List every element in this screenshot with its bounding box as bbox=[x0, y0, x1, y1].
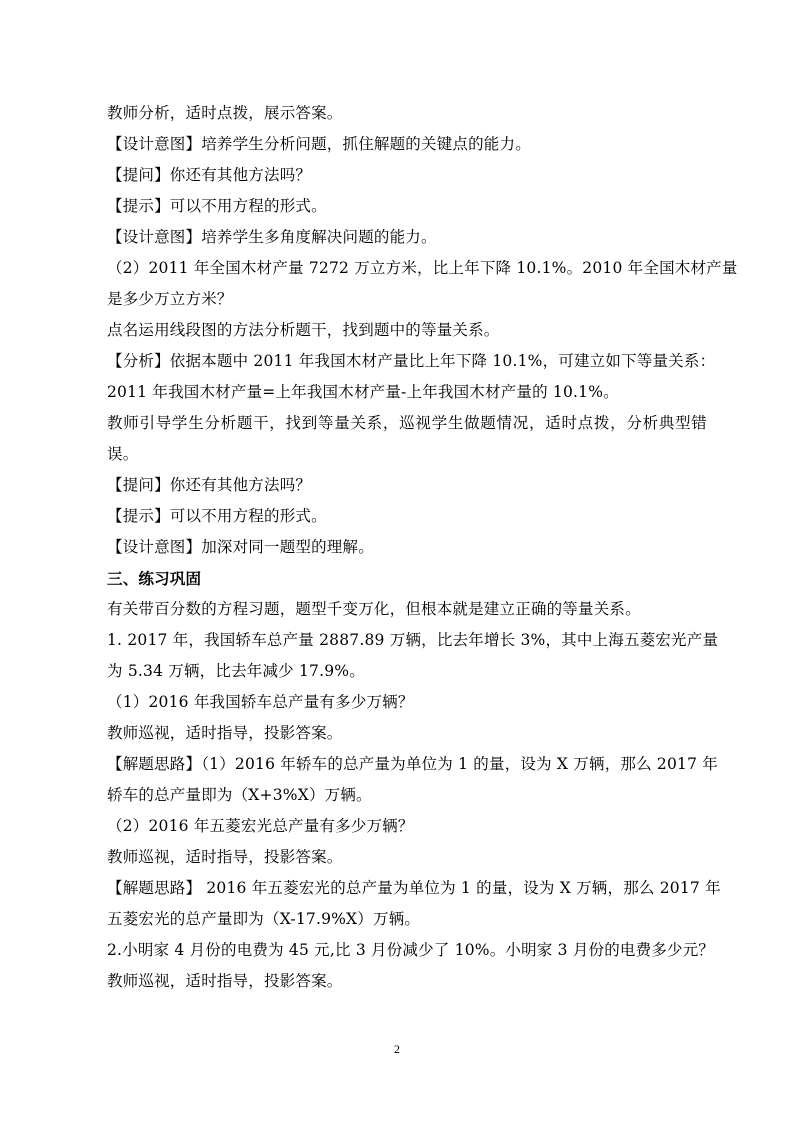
paragraph-line: 为 5.34 万辆，比去年减少 17.9%。 bbox=[107, 662, 365, 680]
paragraph-line: 【提问】你还有其他方法吗？ bbox=[107, 166, 312, 184]
paragraph-line: 教师引导学生分析题干，找到等量关系，巡视学生做题情况，适时点拨，分析典型错 bbox=[107, 414, 707, 432]
page-number: 2 bbox=[394, 1042, 400, 1056]
document-body bbox=[107, 98, 738, 997]
paragraph-line: （2）2011 年全国木材产量 7272 万立方米，比上年下降 10.1%。2010 年全国木材产量 bbox=[107, 259, 738, 277]
paragraph-line: 【提示】可以不用方程的形式。 bbox=[107, 197, 327, 215]
paragraph-line: 【设计意图】培养学生分析问题，抓住解题的关键点的能力。 bbox=[107, 135, 531, 153]
paragraph-line: 【设计意图】培养学生多角度解决问题的能力。 bbox=[107, 228, 437, 246]
paragraph-line: 误。 bbox=[107, 445, 139, 463]
paragraph-line: 教师巡视，适时指导，投影答案。 bbox=[107, 724, 343, 742]
paragraph-line: 2.小明家 4 月份的电费为 45 元,比 3 月份减少了 10%。小明家 3 月份的电费多少元？ bbox=[107, 941, 715, 959]
paragraph-line: 【设计意图】加深对同一题型的理解。 bbox=[107, 538, 374, 556]
paragraph-line: 【提问】你还有其他方法吗？ bbox=[107, 476, 312, 494]
paragraph-line: 轿车的总产量即为（X+3%X）万辆。 bbox=[107, 786, 372, 804]
paragraph-line: 有关带百分数的方程习题，题型千变万化，但根本就是建立正确的等量关系。 bbox=[107, 600, 641, 618]
paragraph-line: 【提示】可以不用方程的形式。 bbox=[107, 507, 327, 525]
paragraph-line: （2）2016 年五菱宏光总产量有多少万辆？ bbox=[107, 817, 414, 835]
paragraph-line: （1）2016 年我国轿车总产量有多少万辆？ bbox=[107, 693, 414, 711]
paragraph-line: 点名运用线段图的方法分析题干，找到题中的等量关系。 bbox=[107, 321, 500, 339]
paragraph-line: 1. 2017 年，我国轿车总产量 2887.89 万辆，比去年增长 3%，其中上海五菱宏光产量 bbox=[107, 631, 719, 649]
paragraph-line: 【解题思路】 2016 年五菱宏光的总产量为单位为 1 的量，设为 X 万辆，那么 2017 年 bbox=[107, 879, 721, 897]
paragraph-line: 是多少万立方米？ bbox=[107, 290, 233, 308]
paragraph-line: 教师巡视，适时指导，投影答案。 bbox=[107, 848, 343, 866]
paragraph-line: 2011 年我国木材产量=上年我国木材产量-上年我国木材产量的 10.1%。 bbox=[107, 383, 619, 401]
paragraph-line: 五菱宏光的总产量即为（X-17.9%X）万辆。 bbox=[107, 910, 421, 928]
paragraph-line: 教师分析，适时点拨，展示答案。 bbox=[107, 104, 343, 122]
paragraph-line: 【解题思路】（1）2016 年轿车的总产量为单位为 1 的量，设为 X 万辆，那么 2017 年 bbox=[107, 755, 718, 773]
paragraph-line: 教师巡视，适时指导，投影答案。 bbox=[107, 972, 343, 990]
paragraph-line: 【分析】依据本题中 2011 年我国木材产量比上年下降 10.1%，可建立如下等量关系： bbox=[107, 352, 716, 370]
section-heading: 三、练习巩固 bbox=[107, 569, 202, 588]
